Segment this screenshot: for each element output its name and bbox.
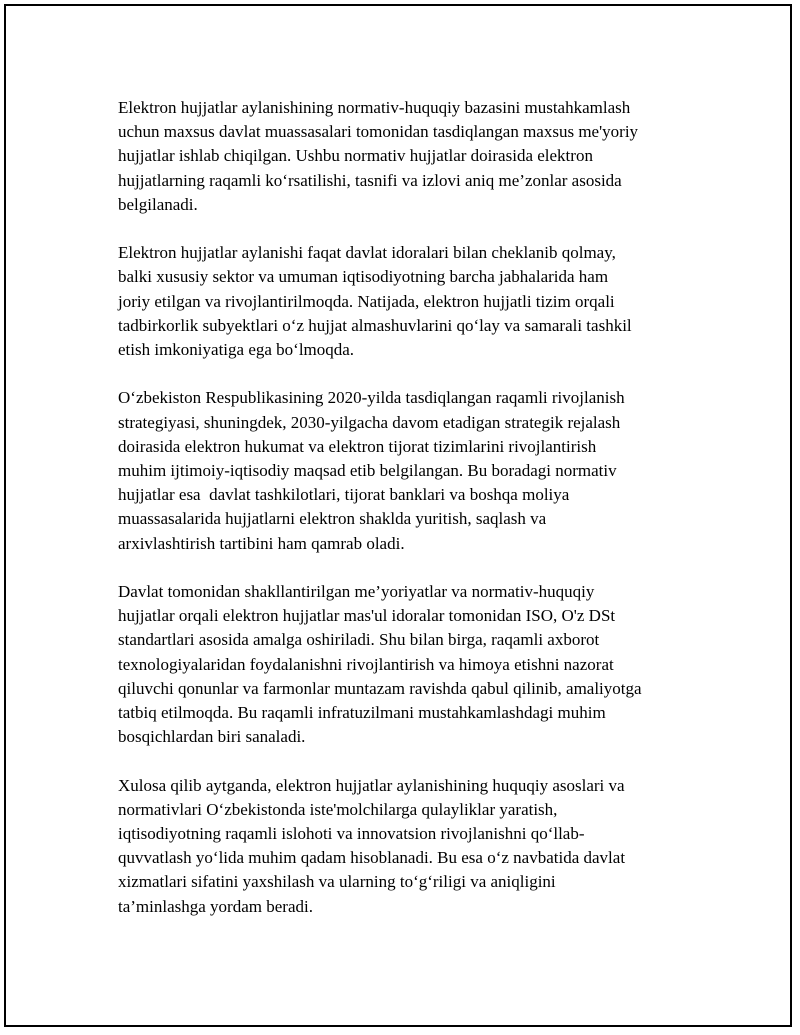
text-line: tatbiq etilmoqda. Bu raqamli infratuzilmani mustahkamlashdagi muhim <box>118 703 606 723</box>
text-line: arxivlashtirish tartibini ham qamrab oladi. <box>118 533 405 553</box>
text-line: iqtisodiyotning raqamli islohoti va innovatsion rivojlanishni qoʻllab- <box>118 824 585 844</box>
text-line: muhim ijtimoiy-iqtisodiy maqsad etib belgilangan. Bu boradagi normativ <box>118 461 617 481</box>
text-line: bosqichlardan biri sanaladi. <box>118 727 306 747</box>
text-line: doirasida elektron hukumat va elektron tijorat tizimlarini rivojlantirish <box>118 436 597 456</box>
text-line: hujjatlarning raqamli koʻrsatilishi, tasnifi va izlovi aniq me’zonlar asosida <box>118 170 622 190</box>
text-line: texnologiyalaridan foydalanishni rivojlantirish va himoya etishni nazorat <box>118 654 614 674</box>
text-line: balki xususiy sektor va umuman iqtisodiyotning barcha jabhalarida ham <box>118 267 609 287</box>
text-line: Oʻzbekiston Respublikasining 2020-yilda tasdiqlangan raqamli rivojlanish <box>118 388 625 408</box>
text-line: hujjatlar ishlab chiqilgan. Ushbu normativ hujjatlar doirasida elektron <box>118 146 593 166</box>
text-line: standartlari asosida amalga oshiriladi. Shu bilan birga, raqamli axborot <box>118 630 600 650</box>
paragraph-3 <box>118 386 698 555</box>
text-line: hujjatlar orqali elektron hujjatlar mas'ul idoralar tomonidan ISO, O'z DSt <box>118 606 616 626</box>
paragraph-5 <box>118 774 698 919</box>
text-line: Davlat tomonidan shakllantirilgan me’yoriyatlar va normativ-huquqiy <box>118 582 595 602</box>
text-line: tadbirkorlik subyektlari oʻz hujjat almashuvlarini qoʻlay va samarali tashkil <box>118 315 632 335</box>
text-line: uchun maxsus davlat muassasalari tomonidan tasdiqlangan maxsus me'yoriy <box>118 122 639 142</box>
paragraph-1 <box>118 96 698 217</box>
text-line: hujjatlar esa davlat tashkilotlari, tijorat banklari va boshqa moliya <box>118 485 570 505</box>
paragraph-2 <box>118 241 698 362</box>
text-line: joriy etilgan va rivojlantirilmoqda. Natijada, elektron hujjatli tizim orqali <box>118 291 615 311</box>
text-line: belgilanadi. <box>118 194 198 214</box>
text-line: etish imkoniyatiga ega boʻlmoqda. <box>118 340 355 360</box>
text-line: muassasalarida hujjatlarni elektron shaklda yuritish, saqlash va <box>118 509 547 529</box>
text-line: xizmatlari sifatini yaxshilash va ularning toʻgʻriligi va aniqligini <box>118 872 556 892</box>
document-body <box>118 96 698 943</box>
text-line: qiluvchi qonunlar va farmonlar muntazam ravishda qabul qilinib, amaliyotga <box>118 678 642 698</box>
text-line: Elektron hujjatlar aylanishining normativ-huquqiy bazasini mustahkamlash <box>118 98 631 117</box>
text-line: strategiyasi, shuningdek, 2030-yilgacha davom etadigan strategik rejalash <box>118 412 621 432</box>
text-line: quvvatlash yoʻlida muhim qadam hisoblanadi. Bu esa oʻz navbatida davlat <box>118 848 626 868</box>
paragraph-4 <box>118 580 698 749</box>
text-line: normativlari Oʻzbekistonda iste'molchilarga qulayliklar yaratish, <box>118 799 558 819</box>
text-line: Elektron hujjatlar aylanishi faqat davlat idoralari bilan cheklanib qolmay, <box>118 243 616 263</box>
text-line: ta’minlashga yordam beradi. <box>118 896 313 916</box>
text-line: Xulosa qilib aytganda, elektron hujjatlar aylanishining huquqiy asoslari va <box>118 775 625 795</box>
